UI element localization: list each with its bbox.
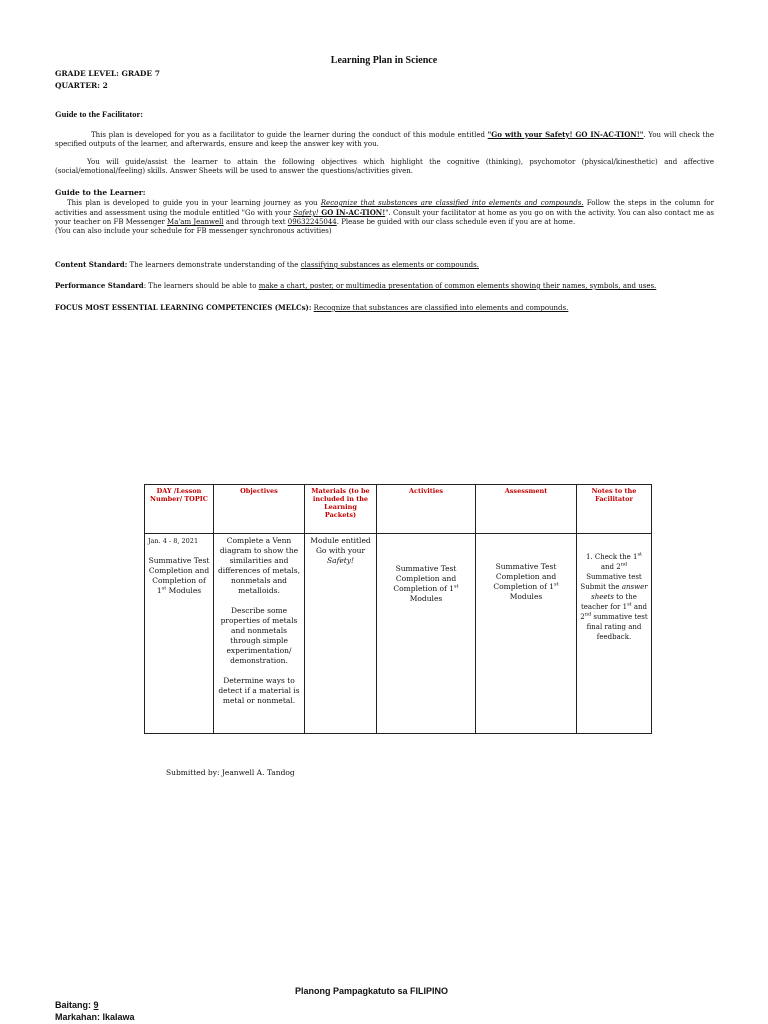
guide-facilitator-heading: Guide to the Facilitator: [55,109,144,119]
header-objectives: Objectives [214,485,305,534]
filipino-plan-info [55,999,135,1023]
module-title: "Go with your Safety! GO IN-AC-TION!" [487,130,644,139]
baitang: Baitang: 9 [55,1000,99,1010]
date-range: Jan. 4 - 8, 2021 [148,537,199,545]
cell-notes: 1. Check the 1st and 2nd Summative test Submit the answer sheets to the teacher for 1st and 2nd summative test final rating and feedback. [577,534,652,734]
cell-day: Jan. 4 - 8, 2021 Summative Test Completion and Completion of 1st Modules [145,534,214,734]
cell-assessment: Summative Test Completion and Completion of 1st Modules [476,534,577,734]
learning-plan-table [144,484,652,734]
cell-objectives [214,534,305,734]
header-materials: Materials (to be included in the Learning Packets) [305,485,377,534]
teacher-name: Ma'am Jeanwell [167,218,224,226]
objective-item: Complete a Venn diagram to show the similarities and differences of metals, nonmetals and metalloids. [217,536,301,595]
cell-activities: Summative Test Completion and Completion of 1st Modules [377,534,476,734]
document-title: Learning Plan in Science [330,55,438,66]
teacher-phone: 09632245044 [287,218,337,226]
header-activities: Activities [377,485,476,534]
header-assessment: Assessment [476,485,577,534]
learner-paragraph: This plan is developed to guide you in your learning journey as you Recognize that substances are classified into elements and compounds. Follow the steps in the column for activities and assessment using the module entitled "Go with your Safety! GO IN-AC-TION!". Consult your facilitator at home as you go on with the activity. You can also contact me as your teacher on FB Messenger Ma'am Jeanwell and through text 09632245044. Please be guided with our class schedule even if you are at home. (You can also include your schedule for FB messenger synchronous activities) [55,199,714,235]
markahan: Markahan: Ikalawa [55,1012,135,1022]
table-header-row [145,485,652,534]
performance-standard: Performance Standard: The learners should be able to make a chart, poster, or multimedia presentation of common elements showing their names, symbols, and uses. [55,281,657,290]
melc-statement: FOCUS MOST ESSENTIAL LEARNING COMPETENCIES (MELCs): Recognize that substances are classified into elements and compounds. [55,303,569,312]
grade-info [55,68,160,92]
guide-learner-heading: Guide to the Learner: [55,188,146,197]
objective-item: Describe some properties of metals and nonmetals through simple experimentation/ demonstration. [220,606,298,665]
content-standard: Content Standard: The learners demonstrate understanding of the classifying substances as elements or compounds. [55,260,479,269]
header-day: DAY /Lesson Number/ TOPIC [145,485,214,534]
grade-level: GRADE LEVEL: GRADE 7 [55,69,160,78]
table-row [145,534,652,734]
facilitator-paragraph-1: This plan is developed for you as a facilitator to guide the learner during the conduct of this module entitled "Go with your Safety! GO IN-AC-TION!". You will check the specified outputs of the learner, and afterwards, ensure and keep the answer key with you. [55,130,714,148]
objective-item: Determine ways to detect if a material is metal or nonmetal. [218,676,300,705]
filipino-plan-title: Planong Pampagkatuto sa FILIPINO [295,986,449,996]
facilitator-paragraph-2: You will guide/assist the learner to attain the following objectives which highlight the cognitive (thinking), psychomotor (physical/kinesthetic) and affective (social/emotional/feeling) skills. Answer Sheets will be used to answer the questions/activities given. [55,158,714,175]
submitted-by: Submitted by: Jeanwell A. Tandog [166,768,295,777]
quarter: QUARTER: 2 [55,81,108,90]
header-notes: Notes to the Facilitator [577,485,652,534]
cell-materials: Module entitled Go with your Safety! [305,534,377,734]
